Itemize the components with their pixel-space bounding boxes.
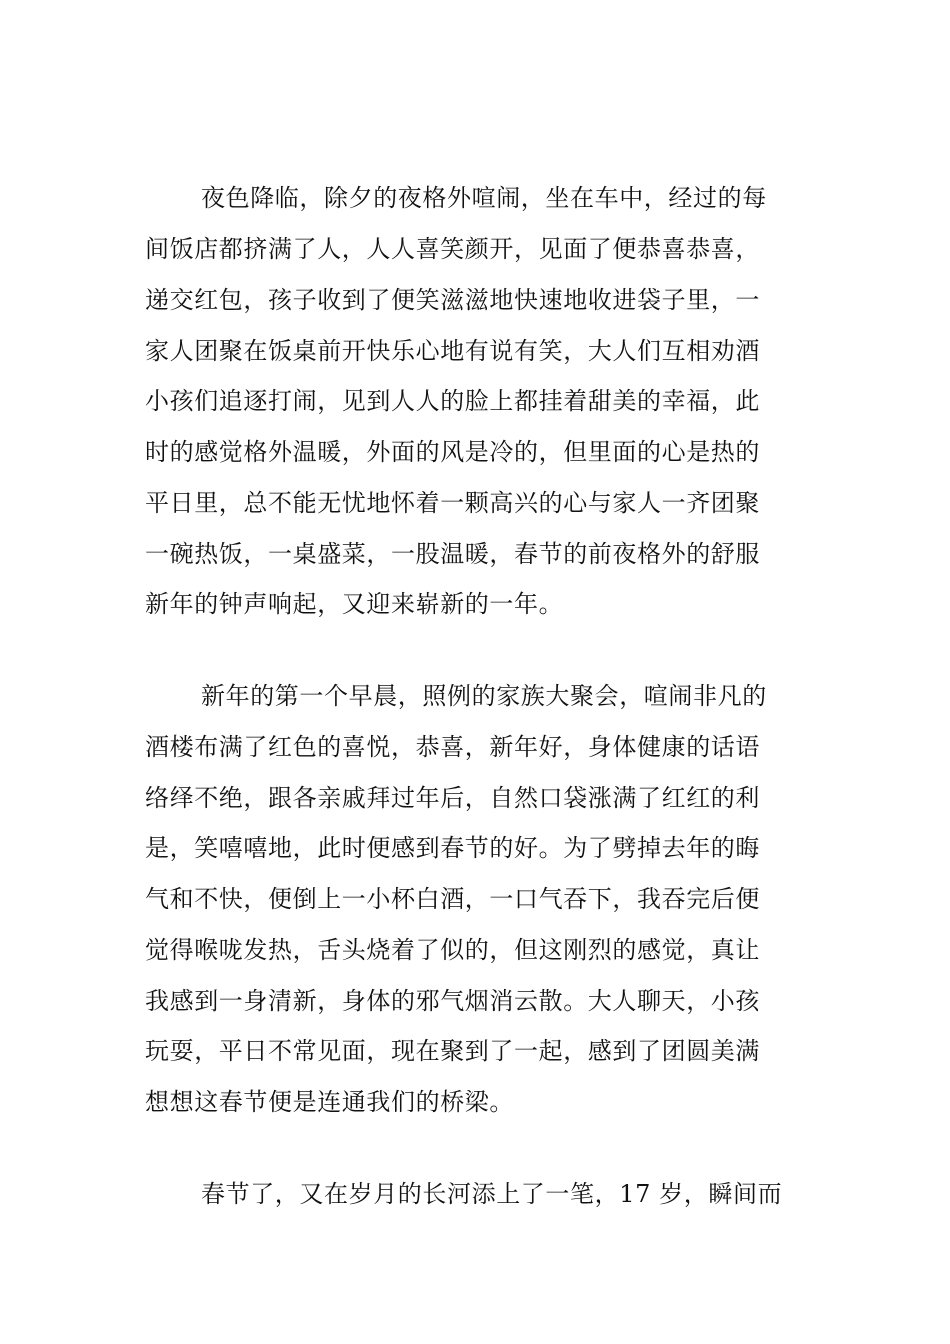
paragraph-line: 夜色降临，除夕的夜格外喧闹，坐在车中，经过的每	[201, 184, 767, 212]
paragraph-line: 间饭店都挤满了人，人人喜笑颜开，见面了便恭喜恭喜，	[145, 235, 760, 263]
paragraph-line: 络绎不绝，跟各亲戚拜过年后，自然口袋涨满了红红的利	[145, 784, 760, 812]
paragraph-line: 小孩们追逐打闹，见到人人的脸上都挂着甜美的幸福，此	[145, 387, 760, 415]
paragraph-line: 新年的钟声响起，又迎来崭新的一年。	[145, 590, 564, 618]
paragraph-line: 一碗热饭，一桌盛菜，一股温暖，春节的前夜格外的舒服	[145, 540, 760, 568]
paragraph-line: 想想这春节便是连通我们的桥梁。	[145, 1088, 514, 1116]
paragraph-line: 春节了，又在岁月的长河添上了一笔，17 岁，瞬间而	[201, 1180, 783, 1208]
paragraph-line: 是，笑嘻嘻地，此时便感到春节的好。为了劈掉去年的晦	[145, 834, 760, 862]
paragraph-line: 我感到一身清新，身体的邪气烟消云散。大人聊天，小孩	[145, 987, 760, 1015]
paragraph-line: 觉得喉咙发热，舌头烧着了似的，但这刚烈的感觉，真让	[145, 936, 760, 964]
paragraph-line: 时的感觉格外温暖，外面的风是冷的，但里面的心是热的	[145, 438, 760, 466]
paragraph-line: 玩耍，平日不常见面，现在聚到了一起，感到了团圆美满	[145, 1037, 760, 1065]
paragraph-line: 平日里，总不能无忧地怀着一颗高兴的心与家人一齐团聚	[145, 489, 760, 517]
paragraph-line: 气和不快，便倒上一小杯白酒，一口气吞下，我吞完后便	[145, 885, 760, 913]
paragraph-line: 酒楼布满了红色的喜悦，恭喜，新年好，身体健康的话语	[145, 733, 760, 761]
paragraph-line: 新年的第一个早晨，照例的家族大聚会，喧闹非凡的	[201, 682, 767, 710]
paragraph-line: 递交红包，孩子收到了便笑滋滋地快速地收进袋子里，一	[145, 286, 760, 314]
paragraph-line: 家人团聚在饭桌前开快乐心地有说有笑，大人们互相劝酒	[145, 337, 760, 365]
